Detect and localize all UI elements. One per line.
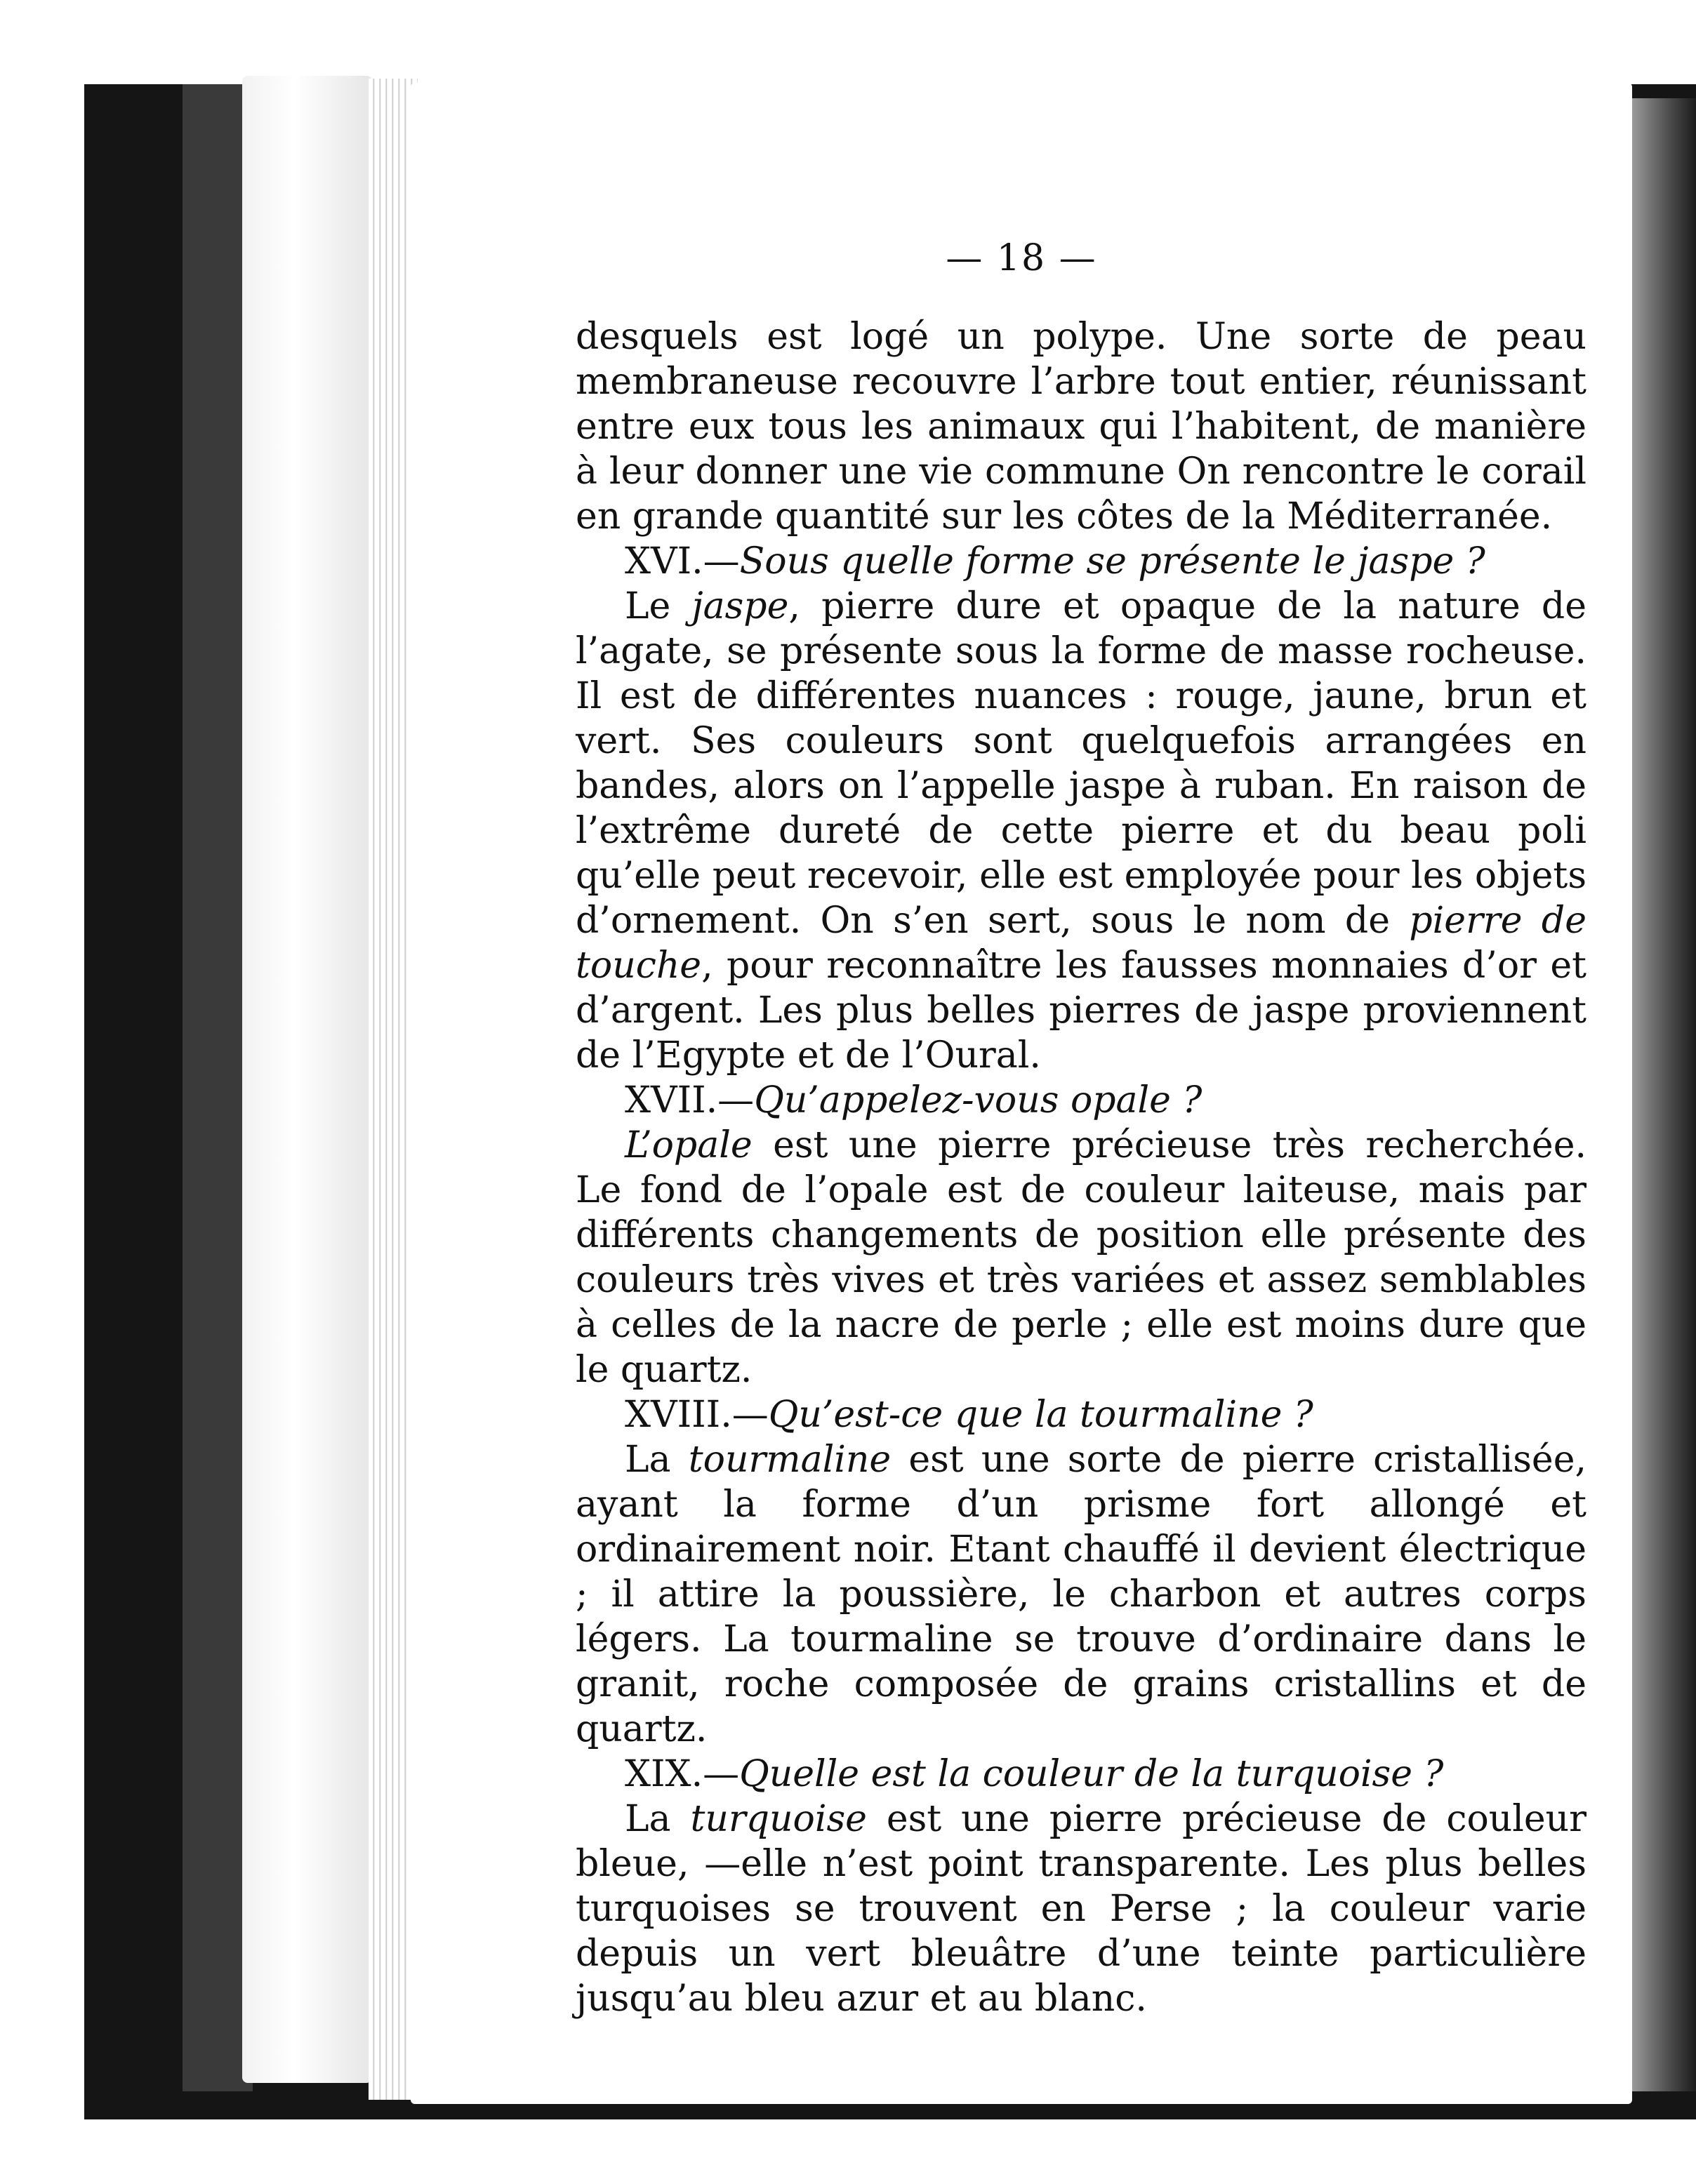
answer-term: jaspe	[691, 585, 789, 627]
answer-paragraph	[576, 1437, 1586, 1752]
section-xvii	[576, 1078, 1586, 1392]
intro-paragraph: desquels est logé un polype. Une sorte de peau membraneuse recouvre l’arbre tout entier, réunissant entre eux tous les animaux qui l’habitent, de manière à leur donner une vie commune On rencontre le corail en grande quantité sur les côtes de la Méditerranée.	[576, 316, 1586, 538]
question-heading	[576, 539, 1586, 584]
question-heading	[576, 1752, 1586, 1797]
book-cover-edge	[242, 76, 372, 2083]
answer-start: Le	[625, 585, 692, 627]
answer-end: , pour reconnaître les fausses monnaies d’or et d’argent. Les plus belles pierres de jaspe proviennent de l’Egypte et de l’Oural.	[576, 945, 1586, 1077]
question-heading	[576, 1078, 1586, 1123]
question-text: Sous quelle forme se présente le jaspe ?	[739, 540, 1485, 582]
answer-paragraph	[576, 1123, 1586, 1392]
answer-term: L’opale	[625, 1124, 753, 1166]
page-text	[576, 314, 1586, 2021]
question-number: XVIII.—	[625, 1394, 769, 1436]
section-xviii	[576, 1392, 1586, 1752]
section-xvi	[576, 539, 1586, 1078]
book-page	[411, 83, 1632, 2104]
question-number: XVII.—	[625, 1079, 755, 1121]
page-edge-shadow	[1632, 98, 1696, 2091]
question-text: Quelle est la couleur de la turquoise ?	[739, 1753, 1444, 1795]
answer-start: La	[625, 1798, 691, 1840]
answer-body: est une pierre précieuse de couleur bleue, —elle n’est point transparente. Les plus belles turquoises se trouvent en Perse ; la couleur varie depuis un vert bleuâtre d’une teinte particulière jusqu’au bleu azur et au blanc.	[576, 1798, 1587, 2020]
answer-body: est une pierre précieuse très recherchée. Le fond de l’opale est de couleur laiteuse, mais par différents changements de position elle présente des couleurs très vives et très variées et assez semblables à celles de la nacre de perle ; elle est moins dure que le quartz.	[576, 1124, 1586, 1391]
answer-term-2: pierre de touche	[576, 900, 1586, 987]
question-number: XIX.—	[625, 1753, 740, 1795]
question-number: XVI.—	[625, 540, 740, 582]
question-text: Qu’est-ce que la tourmaline ?	[768, 1394, 1313, 1436]
answer-body: , pierre dure et opaque de la nature de l’agate, se présente sous la forme de masse rocheuse. Il est de différentes nuances : rouge, jaune, brun et vert. Ses couleurs sont quelquefois arrangées en bandes, alors on l’appelle jaspe à ruban. En raison de l’extrême dureté de cette pierre et du beau poli qu’elle peut recevoir, elle est employée pour les objets d’ornement. On s’en sert, sous le nom de	[576, 585, 1586, 942]
answer-body: est une sorte de pierre cristallisée, ayant la forme d’un prisme fort allongé et ordinairement noir. Etant chauffé il devient électrique ; il attire la poussière, le charbon et autres corps légers. La tourmaline se trouve d’ordinaire dans le granit, roche composée de grains cristallins et de quartz.	[576, 1439, 1586, 1750]
answer-paragraph	[576, 584, 1586, 1078]
question-heading	[576, 1392, 1586, 1437]
question-text: Qu’appelez-vous opale ?	[754, 1079, 1203, 1121]
answer-start: La	[625, 1439, 689, 1481]
answer-term: tourmaline	[688, 1439, 892, 1481]
answer-paragraph	[576, 1797, 1586, 2021]
page-number: — 18 —	[946, 237, 1097, 279]
answer-term: turquoise	[690, 1798, 867, 1840]
section-xix	[576, 1752, 1586, 2021]
